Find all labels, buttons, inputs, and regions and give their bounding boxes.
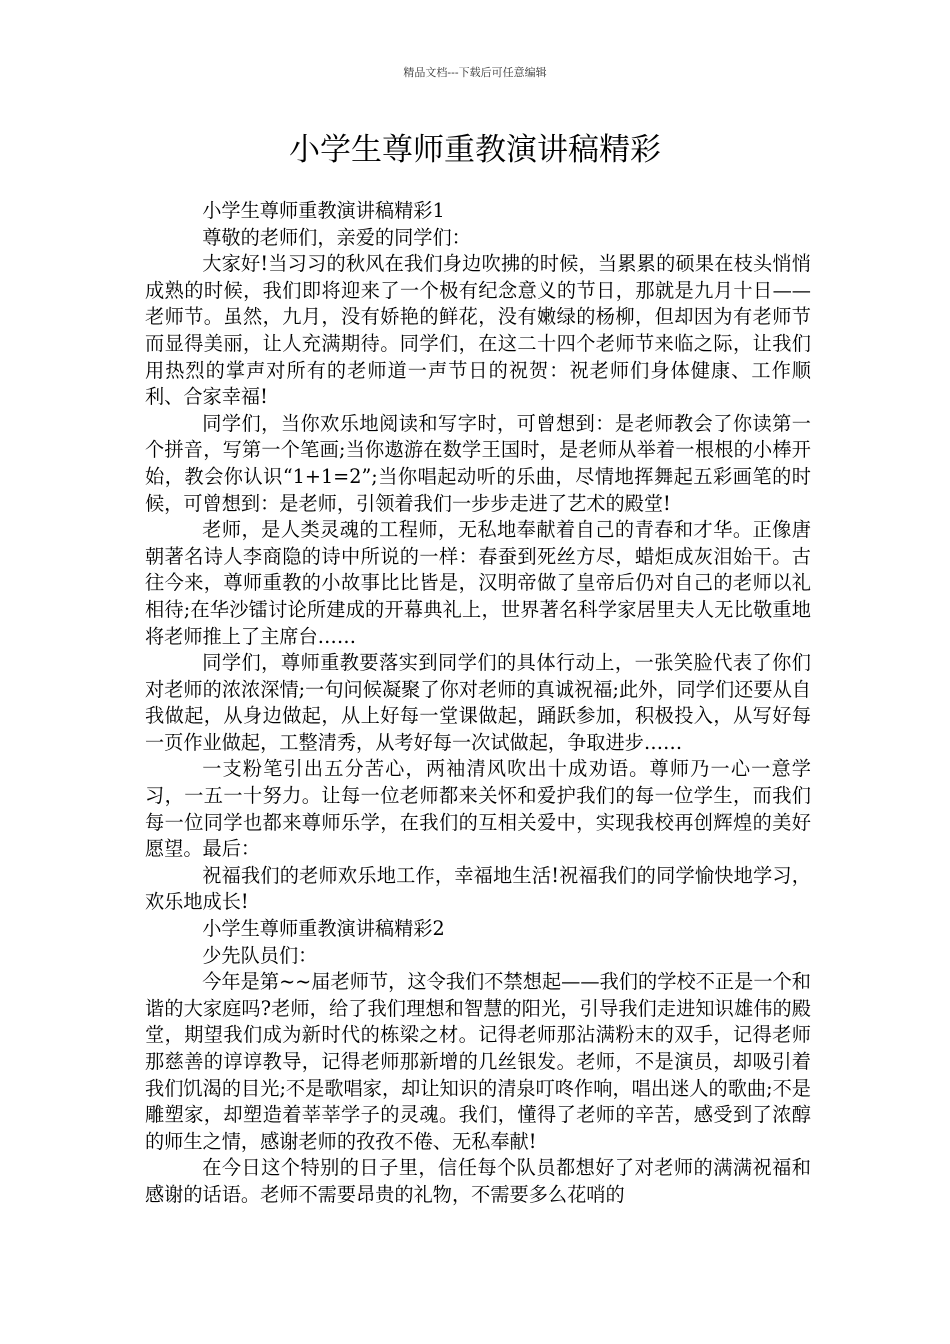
page-header-note: 精品文档---下载后可任意编辑 <box>403 66 547 79</box>
body-paragraph: 大家好!当习习的秋风在我们身边吹拂的时候，当累累的硕果在枝头悄悄成熟的时候，我们即将迎来了一个极有纪念意义的节日，那就是九月十日——老师节。虽然，九月，没有娇艳的鲜花，没有嫩绿的杨柳，但却因为有老师节而显得美丽，让人充满期待。同学们，在这二十四个老师节来临之际，让我们用热烈的掌声对所有的老师道一声节日的祝贺：祝老师们身体健康、工作顺利、合家幸福! <box>145 252 811 409</box>
body-paragraph: 今年是第~~届老师节，这令我们不禁想起——我们的学校不正是一个和谐的大家庭吗?老师，给了我们理想和智慧的阳光，引导我们走进知识雄伟的殿堂，期望我们成为新时代的栋梁之材。记得老师那沾满粉末的双手，记得老师那慈善的谆谆教导，记得老师那新增的几丝银发。老师，不是演员，却吸引着我们饥渴的目光;不是歌唱家，却让知识的清泉叮咚作响，唱出迷人的歌曲;不是雕塑家，却塑造着莘莘学子的灵魂。我们，懂得了老师的辛苦，感受到了浓醇的师生之情，感谢老师的孜孜不倦、无私奉献! <box>145 970 811 1153</box>
body-paragraph: 祝福我们的老师欢乐地工作，幸福地生活!祝福我们的同学愉快地学习，欢乐地成长! <box>145 863 811 914</box>
salutation-1: 尊敬的老师们，亲爱的同学们： <box>202 225 471 249</box>
salutation-2: 少先队员们： <box>202 943 318 967</box>
section-heading-1: 小学生尊师重教演讲稿精彩1 <box>202 199 445 222</box>
document-body <box>145 198 811 1209</box>
document-title: 小学生尊师重教演讲稿精彩 <box>289 132 661 168</box>
body-paragraph: 同学们，尊师重教要落实到同学们的具体行动上，一张笑脸代表了你们对老师的浓浓深情;一句问候凝聚了你对老师的真诚祝福;此外，同学们还要从自我做起，从身边做起，从上好每一堂课做起，踊跃参加，积极投入，从写好每一页作业做起，工整清秀，从考好每一次试做起，争取进步…… <box>145 651 811 754</box>
body-paragraph: 同学们，当你欢乐地阅读和写字时，可曾想到：是老师教会了你读第一个拼音，写第一个笔画;当你遨游在数学王国时，是老师从举着一根根的小棒开始，教会你认识“1+1=2”;当你唱起动听的乐曲，尽情地挥舞起五彩画笔的时候，可曾想到：是老师，引领着我们一步步走进了艺术的殿堂! <box>145 411 811 515</box>
section-heading-2: 小学生尊师重教演讲稿精彩2 <box>202 917 445 941</box>
body-paragraph: 一支粉笔引出五分苦心，两袖清风吹出十成劝语。尊师乃一心一意学习，一五一十努力。让每一位老师都来关怀和爱护我们的每一位学生，而我们每一位同学也都来尊师乐学，在我们的互相关爱中，实现我校再创辉煌的美好愿望。最后： <box>145 757 811 861</box>
body-paragraph: 老师，是人类灵魂的工程师，无私地奉献着自己的青春和才华。正像唐朝著名诗人李商隐的诗中所说的一样：春蚕到死丝方尽，蜡炬成灰泪始干。古往今来，尊师重教的小故事比比皆是，汉明帝做了皇帝后仍对自己的老师以礼相待;在华沙镭讨论所建成的开幕典礼上，世界著名科学家居里夫人无比敬重地将老师推上了主席台…… <box>145 518 811 648</box>
body-paragraph: 在今日这个特别的日子里，信任每个队员都想好了对老师的满满祝福和感谢的话语。老师不需要昂贵的礼物，不需要多么花哨的 <box>145 1156 811 1206</box>
